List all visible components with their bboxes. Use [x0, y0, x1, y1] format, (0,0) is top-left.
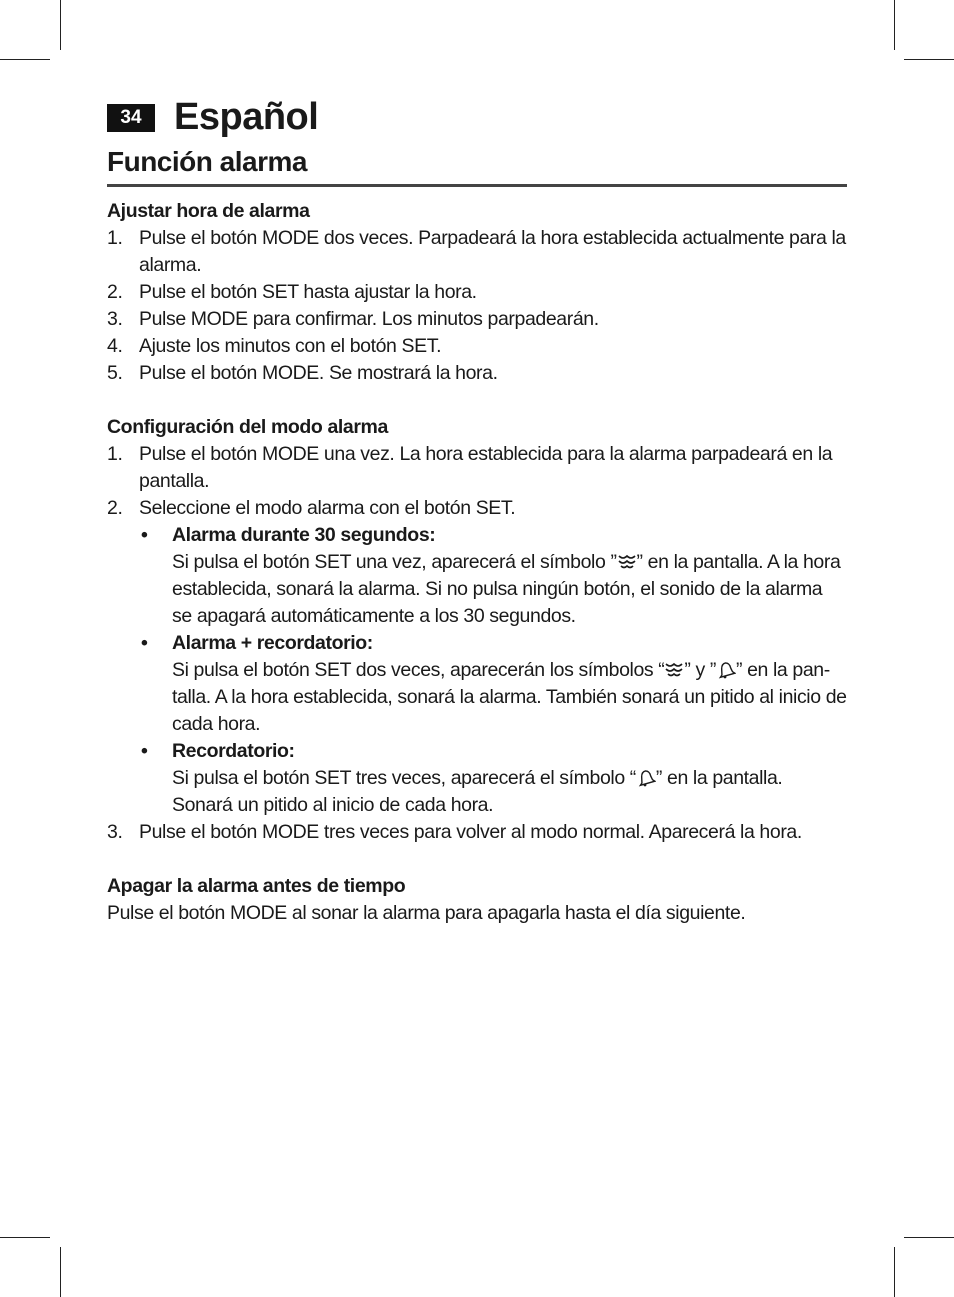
- set-time-steps: [107, 225, 847, 387]
- step-number: 3.: [107, 308, 123, 330]
- crop-mark: [894, 1247, 895, 1297]
- list-item: [107, 225, 847, 279]
- crop-mark: [894, 0, 895, 50]
- step-text: Pulse el botón SET hasta ajustar la hora.: [139, 281, 477, 303]
- language-heading: Español: [174, 96, 319, 138]
- option-text: ” en la pan-talla. A la hora establecida, sonará la alarma. También sonará un pitido al inicio de cada hora.: [172, 659, 847, 735]
- alarm-waves-icon: [617, 552, 637, 570]
- option-text: Si pulsa el botón SET tres veces, aparecerá el símbolo “: [172, 767, 636, 789]
- crop-mark: [904, 59, 954, 60]
- bullet-dot: •: [141, 740, 148, 762]
- step-number: 5.: [107, 362, 123, 384]
- step-text: Pulse el botón MODE una vez. La hora establecida para la alarma parpadeará en la pantalla.: [139, 443, 833, 492]
- crop-mark: [0, 1237, 50, 1238]
- subheading-stop-early: Apagar la alarma antes de tiempo: [107, 875, 406, 897]
- list-item: [107, 279, 847, 306]
- bell-icon: [636, 768, 656, 786]
- bullet-dot: •: [141, 524, 148, 546]
- list-item: [107, 819, 847, 846]
- option-text: Si pulsa el botón SET dos veces, aparecerán los símbolos “: [172, 659, 665, 681]
- alarm-waves-icon: [664, 660, 684, 678]
- mode-config-steps: [107, 441, 847, 846]
- step-text: Pulse el botón MODE dos veces. Parpadeará la hora establecida actualmente para la alarma.: [139, 227, 846, 276]
- step-text: Seleccione el modo alarma con el botón SET.: [139, 497, 516, 519]
- crop-mark: [0, 59, 50, 60]
- step-number: 2.: [107, 281, 123, 303]
- title-rule: [107, 184, 847, 187]
- crop-mark: [60, 1247, 61, 1297]
- step-text: Ajuste los minutos con el botón SET.: [139, 335, 442, 357]
- step-number: 1.: [107, 443, 123, 465]
- page-content: [107, 198, 847, 927]
- list-item: [139, 738, 847, 819]
- option-title: Alarma + recordatorio:: [172, 632, 373, 654]
- stop-early-text: Pulse el botón MODE al sonar la alarma para apagarla hasta el día siguiente.: [107, 902, 746, 924]
- subheading-set-time: Ajustar hora de alarma: [107, 200, 310, 222]
- alarm-mode-options: [139, 522, 847, 819]
- step-number: 3.: [107, 821, 123, 843]
- list-item: [107, 360, 847, 387]
- crop-mark: [60, 0, 61, 50]
- step-text: Pulse el botón MODE tres veces para volver al modo normal. Aparecerá la hora.: [139, 821, 802, 843]
- step-text: Pulse MODE para confirmar. Los minutos parpadearán.: [139, 308, 599, 330]
- list-item: [107, 495, 847, 819]
- option-title: Alarma durante 30 segundos:: [172, 524, 436, 546]
- bell-icon: [716, 660, 736, 678]
- list-item: [139, 630, 847, 738]
- option-title: Recordatorio:: [172, 740, 295, 762]
- option-text: ” en la pantalla. Sonará un pitido al inicio de cada hora.: [172, 767, 783, 816]
- step-text: Pulse el botón MODE. Se mostrará la hora.: [139, 362, 498, 384]
- subheading-mode-config: Configuración del modo alarma: [107, 416, 388, 438]
- list-item: [139, 522, 847, 630]
- list-item: [107, 306, 847, 333]
- step-number: 4.: [107, 335, 123, 357]
- step-number: 2.: [107, 497, 123, 519]
- step-number: 1.: [107, 227, 123, 249]
- bullet-dot: •: [141, 632, 148, 654]
- page-number: 34: [107, 104, 155, 132]
- list-item: [107, 333, 847, 360]
- list-item: [107, 441, 847, 495]
- option-text: ” en la pantalla. A la hora establecida, sonará la alarma. Si no pulsa ningún botón, el sonido de la alarma se apagará automáticamente a los 30 segundos.: [172, 551, 841, 627]
- crop-mark: [904, 1237, 954, 1238]
- option-text: ” y ”: [684, 659, 716, 681]
- option-text: Si pulsa el botón SET una vez, aparecerá el símbolo ”: [172, 551, 617, 573]
- section-title: Función alarma: [107, 146, 307, 177]
